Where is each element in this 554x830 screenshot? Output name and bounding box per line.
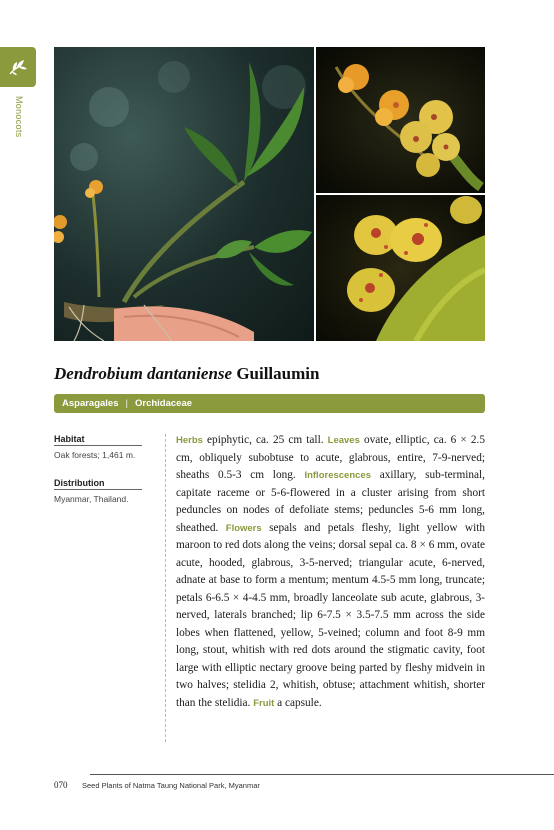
flowers-text: sepals and petals fleshy, light yellow with maroon to red dots along the veins; dorsal sepal ca. 8 × 6 mm, ovate acute, hooded, glabrous, 3-5-nerved; triangular acute, 6-nerved, adnate at base to form a mentum; mentum 4.5-5 mm long, truncate; petals 6-6.5 × 4-4.5 mm, broadly lanceolate sub acute, glabrous, 3-nerved, laterals branched; lip 6-7.5 × 3.5-7.5 mm across the side lobes when flattened, yellow, 5-veined; column and foot 8-9 mm long, stout, whitish with red dots around the stigmatic cavity, foot large with elliptic nectary groove being parted by fleshy midvein in two halves; stelidia 2, whitish, obtuse; attachment whitish, shorter than the stelidia. [176, 521, 486, 709]
habitat-value: Oak forests; 1,461 m. [54, 450, 136, 460]
species-description [176, 432, 485, 712]
book-title: Seed Plants of Natma Taung National Park, Myanmar [82, 781, 260, 790]
species-name: Dendrobium dantaniense [54, 364, 233, 383]
leaves-text: ovate, elliptic, ca. 6 × 2.5 cm, obliquely subobtuse to acute, glabrous, entire, 7-9-nerved; sheaths 0.5-3 cm long. [176, 434, 486, 481]
flower-closeup-photo [316, 195, 485, 341]
column-divider [165, 434, 166, 742]
plant-photo [54, 47, 314, 341]
footer-rule [90, 774, 554, 775]
section-tab [0, 47, 36, 87]
fruit-text: a capsule. [274, 696, 322, 709]
distribution-value: Myanmar, Thailand. [54, 494, 129, 504]
species-title [54, 364, 319, 384]
section-label: Monocots [14, 96, 24, 138]
inflorescences-text: axillary, sub-terminal, capitate raceme or 5-6-flowered in a cluster arising from short peduncles on nodes of defoliate stems; peduncles 5-6 mm long, sheathed. [176, 469, 485, 534]
family-label: Orchidaceae [134, 398, 193, 409]
fruit-label: Fruit [253, 697, 275, 709]
herbs-text: epiphytic, ca. 25 cm tall. [202, 434, 328, 446]
page-number: 070 [54, 780, 68, 790]
species-author: Guillaumin [236, 364, 320, 383]
leaves-icon [7, 57, 29, 77]
distribution-heading: Distribution [54, 478, 142, 490]
order-label: Asparagales [62, 398, 119, 409]
taxonomy-separator: | [125, 398, 128, 409]
taxonomy-band [54, 394, 485, 413]
inflorescences-label: Inflorescences [304, 470, 371, 481]
habitat-heading: Habitat [54, 434, 142, 446]
leaves-label: Leaves [327, 435, 360, 446]
flower-cluster-photo [316, 47, 485, 193]
herbs-label: Herbs [176, 435, 203, 446]
flowers-label: Flowers [225, 522, 262, 534]
